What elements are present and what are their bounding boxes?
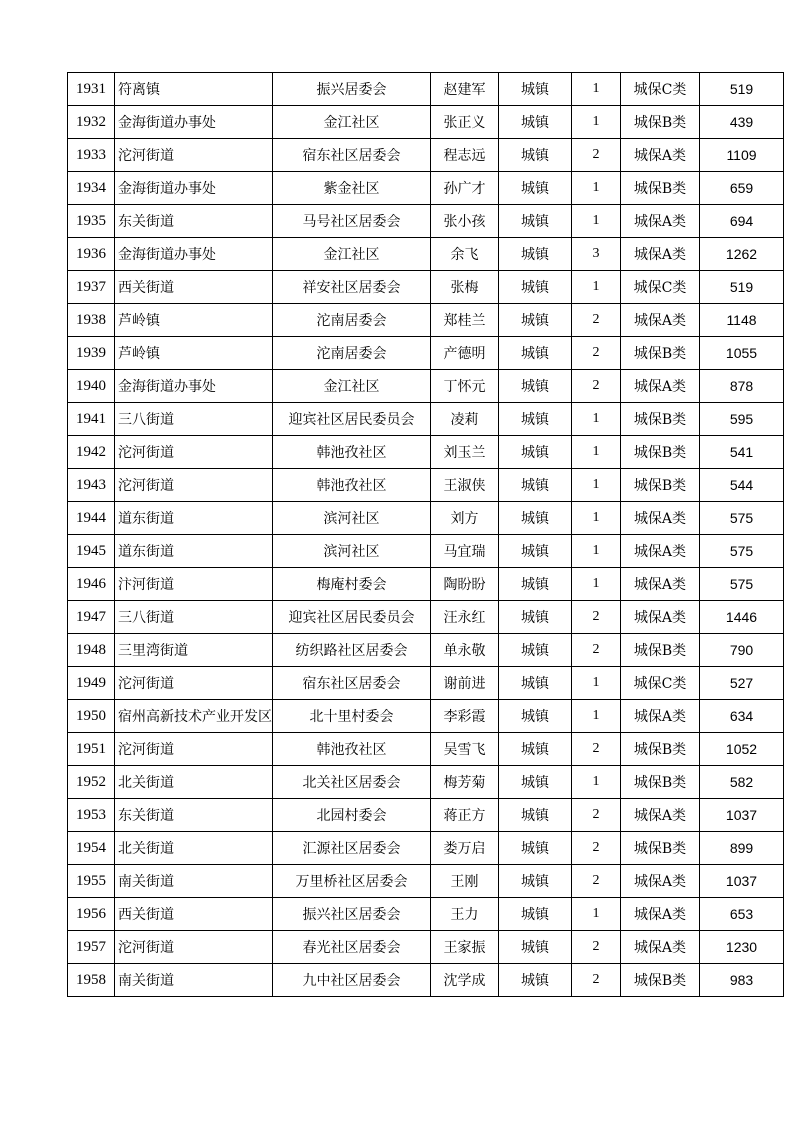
row-number-cell: 1940 xyxy=(68,370,115,403)
category-cell: 城保A类 xyxy=(621,139,700,172)
name-cell: 沈学成 xyxy=(431,964,499,997)
name-cell: 梅芳菊 xyxy=(431,766,499,799)
street-cell: 符离镇 xyxy=(115,73,273,106)
table-row xyxy=(68,700,784,733)
name-cell: 孙广才 xyxy=(431,172,499,205)
member-count-cell: 1 xyxy=(572,568,621,601)
row-number-cell: 1945 xyxy=(68,535,115,568)
name-cell: 李彩霞 xyxy=(431,700,499,733)
name-cell: 凌莉 xyxy=(431,403,499,436)
amount-cell: 878 xyxy=(700,370,784,403)
community-cell: 振兴居委会 xyxy=(273,73,431,106)
member-count-cell: 1 xyxy=(572,271,621,304)
community-cell: 韩池孜社区 xyxy=(273,469,431,502)
amount-cell: 1052 xyxy=(700,733,784,766)
amount-cell: 439 xyxy=(700,106,784,139)
row-number-cell: 1938 xyxy=(68,304,115,337)
amount-cell: 595 xyxy=(700,403,784,436)
street-cell: 道东街道 xyxy=(115,535,273,568)
name-cell: 王力 xyxy=(431,898,499,931)
row-number-cell: 1934 xyxy=(68,172,115,205)
row-number-cell: 1952 xyxy=(68,766,115,799)
category-cell: 城保B类 xyxy=(621,964,700,997)
table-row xyxy=(68,469,784,502)
street-cell: 芦岭镇 xyxy=(115,304,273,337)
table-row xyxy=(68,370,784,403)
community-cell: 金江社区 xyxy=(273,106,431,139)
category-cell: 城保B类 xyxy=(621,172,700,205)
member-count-cell: 2 xyxy=(572,370,621,403)
table-row xyxy=(68,238,784,271)
row-number-cell: 1951 xyxy=(68,733,115,766)
household-type-cell: 城镇 xyxy=(499,634,572,667)
name-cell: 赵建军 xyxy=(431,73,499,106)
name-cell: 程志远 xyxy=(431,139,499,172)
street-cell: 芦岭镇 xyxy=(115,337,273,370)
household-type-cell: 城镇 xyxy=(499,964,572,997)
name-cell: 王淑侠 xyxy=(431,469,499,502)
row-number-cell: 1954 xyxy=(68,832,115,865)
category-cell: 城保B类 xyxy=(621,469,700,502)
category-cell: 城保B类 xyxy=(621,337,700,370)
household-type-cell: 城镇 xyxy=(499,172,572,205)
household-type-cell: 城镇 xyxy=(499,469,572,502)
table-row xyxy=(68,139,784,172)
member-count-cell: 2 xyxy=(572,799,621,832)
community-cell: 振兴社区居委会 xyxy=(273,898,431,931)
member-count-cell: 1 xyxy=(572,172,621,205)
table-row xyxy=(68,766,784,799)
amount-cell: 541 xyxy=(700,436,784,469)
member-count-cell: 1 xyxy=(572,766,621,799)
row-number-cell: 1958 xyxy=(68,964,115,997)
member-count-cell: 2 xyxy=(572,139,621,172)
community-cell: 迎宾社区居民委员会 xyxy=(273,601,431,634)
community-cell: 北园村委会 xyxy=(273,799,431,832)
street-cell: 宿州高新技术产业开发区 xyxy=(115,700,273,733)
name-cell: 丁怀元 xyxy=(431,370,499,403)
household-type-cell: 城镇 xyxy=(499,931,572,964)
category-cell: 城保A类 xyxy=(621,238,700,271)
household-type-cell: 城镇 xyxy=(499,205,572,238)
row-number-cell: 1932 xyxy=(68,106,115,139)
category-cell: 城保B类 xyxy=(621,832,700,865)
row-number-cell: 1936 xyxy=(68,238,115,271)
row-number-cell: 1942 xyxy=(68,436,115,469)
community-cell: 祥安社区居委会 xyxy=(273,271,431,304)
member-count-cell: 2 xyxy=(572,601,621,634)
name-cell: 张小孩 xyxy=(431,205,499,238)
table-row xyxy=(68,964,784,997)
amount-cell: 1148 xyxy=(700,304,784,337)
table-row xyxy=(68,601,784,634)
amount-cell: 575 xyxy=(700,502,784,535)
street-cell: 北关街道 xyxy=(115,766,273,799)
name-cell: 汪永红 xyxy=(431,601,499,634)
household-type-cell: 城镇 xyxy=(499,766,572,799)
table-row xyxy=(68,832,784,865)
row-number-cell: 1950 xyxy=(68,700,115,733)
category-cell: 城保B类 xyxy=(621,733,700,766)
table-row xyxy=(68,502,784,535)
category-cell: 城保B类 xyxy=(621,634,700,667)
community-cell: 马号社区居委会 xyxy=(273,205,431,238)
street-cell: 西关街道 xyxy=(115,271,273,304)
community-cell: 汇源社区居委会 xyxy=(273,832,431,865)
community-cell: 春光社区居委会 xyxy=(273,931,431,964)
category-cell: 城保A类 xyxy=(621,535,700,568)
row-number-cell: 1955 xyxy=(68,865,115,898)
community-cell: 沱南居委会 xyxy=(273,337,431,370)
amount-cell: 519 xyxy=(700,73,784,106)
household-type-cell: 城镇 xyxy=(499,832,572,865)
street-cell: 金海街道办事处 xyxy=(115,370,273,403)
street-cell: 三八街道 xyxy=(115,601,273,634)
amount-cell: 1230 xyxy=(700,931,784,964)
table-row xyxy=(68,799,784,832)
name-cell: 谢前进 xyxy=(431,667,499,700)
member-count-cell: 1 xyxy=(572,73,621,106)
amount-cell: 1109 xyxy=(700,139,784,172)
member-count-cell: 1 xyxy=(572,502,621,535)
community-cell: 宿东社区居委会 xyxy=(273,667,431,700)
row-number-cell: 1953 xyxy=(68,799,115,832)
household-type-cell: 城镇 xyxy=(499,106,572,139)
household-type-cell: 城镇 xyxy=(499,865,572,898)
household-type-cell: 城镇 xyxy=(499,139,572,172)
street-cell: 金海街道办事处 xyxy=(115,238,273,271)
community-cell: 北关社区居委会 xyxy=(273,766,431,799)
amount-cell: 983 xyxy=(700,964,784,997)
household-type-cell: 城镇 xyxy=(499,73,572,106)
household-type-cell: 城镇 xyxy=(499,601,572,634)
amount-cell: 1037 xyxy=(700,865,784,898)
community-cell: 迎宾社区居民委员会 xyxy=(273,403,431,436)
member-count-cell: 1 xyxy=(572,106,621,139)
community-cell: 韩池孜社区 xyxy=(273,436,431,469)
table-row xyxy=(68,271,784,304)
name-cell: 刘方 xyxy=(431,502,499,535)
community-cell: 滨河社区 xyxy=(273,535,431,568)
category-cell: 城保A类 xyxy=(621,601,700,634)
name-cell: 产德明 xyxy=(431,337,499,370)
name-cell: 单永敬 xyxy=(431,634,499,667)
street-cell: 沱河街道 xyxy=(115,667,273,700)
row-number-cell: 1956 xyxy=(68,898,115,931)
row-number-cell: 1931 xyxy=(68,73,115,106)
household-type-cell: 城镇 xyxy=(499,238,572,271)
amount-cell: 582 xyxy=(700,766,784,799)
name-cell: 刘玉兰 xyxy=(431,436,499,469)
row-number-cell: 1941 xyxy=(68,403,115,436)
table-row xyxy=(68,535,784,568)
row-number-cell: 1949 xyxy=(68,667,115,700)
member-count-cell: 1 xyxy=(572,436,621,469)
amount-cell: 1446 xyxy=(700,601,784,634)
row-number-cell: 1943 xyxy=(68,469,115,502)
member-count-cell: 1 xyxy=(572,898,621,931)
table-row xyxy=(68,403,784,436)
amount-cell: 790 xyxy=(700,634,784,667)
amount-cell: 527 xyxy=(700,667,784,700)
row-number-cell: 1933 xyxy=(68,139,115,172)
member-count-cell: 3 xyxy=(572,238,621,271)
table-body xyxy=(68,73,784,997)
table-row xyxy=(68,931,784,964)
household-type-cell: 城镇 xyxy=(499,436,572,469)
row-number-cell: 1957 xyxy=(68,931,115,964)
household-type-cell: 城镇 xyxy=(499,733,572,766)
amount-cell: 575 xyxy=(700,568,784,601)
street-cell: 金海街道办事处 xyxy=(115,172,273,205)
street-cell: 汴河街道 xyxy=(115,568,273,601)
category-cell: 城保A类 xyxy=(621,370,700,403)
row-number-cell: 1946 xyxy=(68,568,115,601)
table-row xyxy=(68,733,784,766)
member-count-cell: 2 xyxy=(572,337,621,370)
community-cell: 宿东社区居委会 xyxy=(273,139,431,172)
household-type-cell: 城镇 xyxy=(499,568,572,601)
table-row xyxy=(68,337,784,370)
community-cell: 沱南居委会 xyxy=(273,304,431,337)
amount-cell: 544 xyxy=(700,469,784,502)
name-cell: 郑桂兰 xyxy=(431,304,499,337)
street-cell: 沱河街道 xyxy=(115,469,273,502)
amount-cell: 694 xyxy=(700,205,784,238)
street-cell: 南关街道 xyxy=(115,865,273,898)
table-row xyxy=(68,667,784,700)
street-cell: 西关街道 xyxy=(115,898,273,931)
street-cell: 东关街道 xyxy=(115,205,273,238)
table-row xyxy=(68,865,784,898)
category-cell: 城保B类 xyxy=(621,403,700,436)
category-cell: 城保B类 xyxy=(621,106,700,139)
street-cell: 沱河街道 xyxy=(115,436,273,469)
community-cell: 滨河社区 xyxy=(273,502,431,535)
category-cell: 城保A类 xyxy=(621,898,700,931)
name-cell: 吴雪飞 xyxy=(431,733,499,766)
community-cell: 金江社区 xyxy=(273,370,431,403)
member-count-cell: 2 xyxy=(572,304,621,337)
member-count-cell: 2 xyxy=(572,634,621,667)
category-cell: 城保A类 xyxy=(621,799,700,832)
community-cell: 紫金社区 xyxy=(273,172,431,205)
row-number-cell: 1939 xyxy=(68,337,115,370)
community-cell: 金江社区 xyxy=(273,238,431,271)
household-type-cell: 城镇 xyxy=(499,304,572,337)
community-cell: 纺织路社区居委会 xyxy=(273,634,431,667)
member-count-cell: 1 xyxy=(572,535,621,568)
name-cell: 蒋正方 xyxy=(431,799,499,832)
street-cell: 沱河街道 xyxy=(115,931,273,964)
amount-cell: 1262 xyxy=(700,238,784,271)
member-count-cell: 1 xyxy=(572,205,621,238)
household-type-cell: 城镇 xyxy=(499,799,572,832)
member-count-cell: 2 xyxy=(572,931,621,964)
street-cell: 沱河街道 xyxy=(115,733,273,766)
member-count-cell: 1 xyxy=(572,667,621,700)
table-row xyxy=(68,106,784,139)
table-row xyxy=(68,205,784,238)
table-row xyxy=(68,898,784,931)
table-row xyxy=(68,73,784,106)
category-cell: 城保A类 xyxy=(621,700,700,733)
table-row xyxy=(68,172,784,205)
street-cell: 三里湾街道 xyxy=(115,634,273,667)
household-type-cell: 城镇 xyxy=(499,898,572,931)
category-cell: 城保A类 xyxy=(621,865,700,898)
member-count-cell: 2 xyxy=(572,865,621,898)
name-cell: 王家振 xyxy=(431,931,499,964)
amount-cell: 1037 xyxy=(700,799,784,832)
street-cell: 沱河街道 xyxy=(115,139,273,172)
household-type-cell: 城镇 xyxy=(499,271,572,304)
community-cell: 梅庵村委会 xyxy=(273,568,431,601)
name-cell: 娄万启 xyxy=(431,832,499,865)
category-cell: 城保C类 xyxy=(621,271,700,304)
member-count-cell: 1 xyxy=(572,469,621,502)
amount-cell: 1055 xyxy=(700,337,784,370)
street-cell: 东关街道 xyxy=(115,799,273,832)
amount-cell: 519 xyxy=(700,271,784,304)
member-count-cell: 1 xyxy=(572,403,621,436)
street-cell: 北关街道 xyxy=(115,832,273,865)
category-cell: 城保A类 xyxy=(621,931,700,964)
row-number-cell: 1948 xyxy=(68,634,115,667)
member-count-cell: 1 xyxy=(572,700,621,733)
category-cell: 城保B类 xyxy=(621,436,700,469)
amount-cell: 634 xyxy=(700,700,784,733)
category-cell: 城保A类 xyxy=(621,304,700,337)
member-count-cell: 2 xyxy=(572,964,621,997)
household-type-cell: 城镇 xyxy=(499,502,572,535)
table-row xyxy=(68,568,784,601)
household-type-cell: 城镇 xyxy=(499,370,572,403)
street-cell: 道东街道 xyxy=(115,502,273,535)
household-type-cell: 城镇 xyxy=(499,667,572,700)
row-number-cell: 1937 xyxy=(68,271,115,304)
category-cell: 城保A类 xyxy=(621,568,700,601)
name-cell: 王刚 xyxy=(431,865,499,898)
member-count-cell: 2 xyxy=(572,733,621,766)
community-cell: 北十里村委会 xyxy=(273,700,431,733)
row-number-cell: 1935 xyxy=(68,205,115,238)
category-cell: 城保C类 xyxy=(621,667,700,700)
name-cell: 陶盼盼 xyxy=(431,568,499,601)
street-cell: 南关街道 xyxy=(115,964,273,997)
amount-cell: 575 xyxy=(700,535,784,568)
household-type-cell: 城镇 xyxy=(499,535,572,568)
category-cell: 城保C类 xyxy=(621,73,700,106)
amount-cell: 659 xyxy=(700,172,784,205)
street-cell: 三八街道 xyxy=(115,403,273,436)
name-cell: 马宜瑞 xyxy=(431,535,499,568)
name-cell: 张正义 xyxy=(431,106,499,139)
street-cell: 金海街道办事处 xyxy=(115,106,273,139)
beneficiary-table xyxy=(67,72,784,997)
household-type-cell: 城镇 xyxy=(499,700,572,733)
community-cell: 韩池孜社区 xyxy=(273,733,431,766)
amount-cell: 653 xyxy=(700,898,784,931)
amount-cell: 899 xyxy=(700,832,784,865)
community-cell: 九中社区居委会 xyxy=(273,964,431,997)
table-row xyxy=(68,304,784,337)
category-cell: 城保A类 xyxy=(621,502,700,535)
category-cell: 城保B类 xyxy=(621,766,700,799)
row-number-cell: 1944 xyxy=(68,502,115,535)
member-count-cell: 2 xyxy=(572,832,621,865)
household-type-cell: 城镇 xyxy=(499,337,572,370)
table-row xyxy=(68,436,784,469)
name-cell: 余飞 xyxy=(431,238,499,271)
category-cell: 城保A类 xyxy=(621,205,700,238)
community-cell: 万里桥社区居委会 xyxy=(273,865,431,898)
row-number-cell: 1947 xyxy=(68,601,115,634)
household-type-cell: 城镇 xyxy=(499,403,572,436)
table-row xyxy=(68,634,784,667)
name-cell: 张梅 xyxy=(431,271,499,304)
